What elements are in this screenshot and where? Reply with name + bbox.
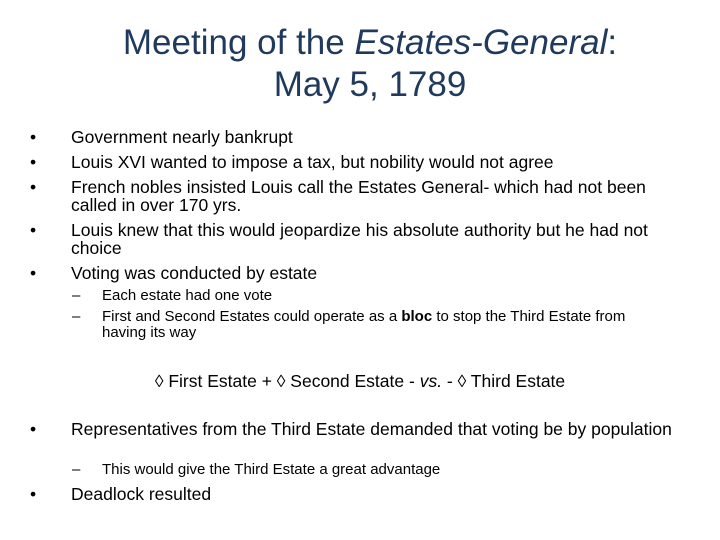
slide-title [60,22,680,106]
bullet-text: Government nearly bankrupt [71,127,293,147]
sub-bullet-text: This would give the Third Estate a great advantage [102,461,441,478]
sub-bullet-marker: – [72,308,81,325]
sub-bullet-marker: – [72,461,81,478]
bullet-text: Deadlock resulted [71,484,212,504]
bullet-text: Louis XVI wanted to impose a tax, but nobility would not agree [71,152,554,172]
bullet-marker: • [30,127,37,147]
bullet-marker: • [30,177,37,197]
bullet-text: Louis knew that this would jeopardize his absolute authority but he had not choice [71,220,648,258]
title-line-1: Meeting of the Estates-General: [122,23,618,62]
sub-bullet-text: First and Second Estates could operate as a bloc to stop the Third Estate from having its way [102,308,626,341]
bullet-marker: • [30,220,37,240]
bullet-text: French nobles insisted Louis call the Estates General- which had not been called in over 170 yrs. [71,177,646,215]
bullet-text: Voting was conducted by estate [71,263,318,283]
bullet-marker: • [30,419,37,439]
estates-comparison-line: ◊ First Estate + ◊ Second Estate - vs. - ◊ Third Estate [154,371,566,391]
bullet-text: Representatives from the Third Estate demanded that voting be by population [71,419,672,439]
title-line-2: May 5, 1789 [273,65,467,104]
sub-bullet-text: Each estate had one vote [102,287,273,304]
bullet-marker: • [30,263,37,283]
bloc-term: bloc [401,308,433,325]
sub-bullet-marker: – [72,287,81,304]
bullet-marker: • [30,152,37,172]
bullet-marker: • [30,484,37,504]
